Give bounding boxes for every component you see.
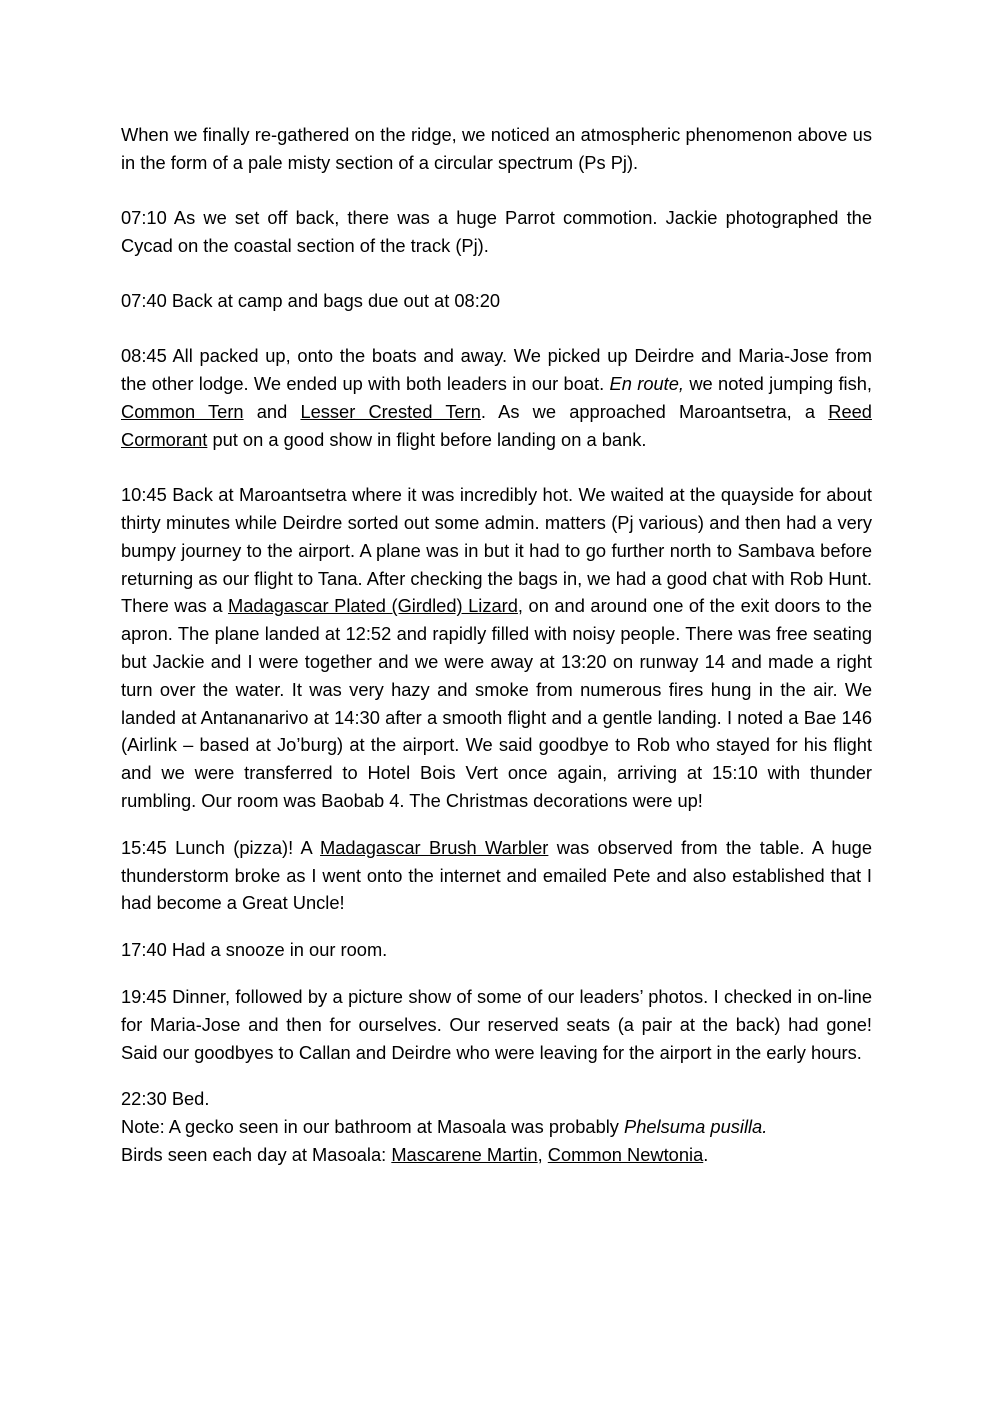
text-segment: 10:45 Back at Maroantsetra where it was incredibly hot. We waited at the quayside for about thirty minutes while Deirdre sorted out some admin. matters (Pj various) and then had a very bumpy journey to the airport. A plane was in but it had to go further north to Sambava before returning as our flight to Tana. After checking the bags in, we had a good chat with Rob Hunt. There was a — [121, 484, 872, 617]
paragraph — [121, 936, 872, 964]
text-segment: put on a good show in flight before landing on a bank. — [207, 428, 647, 450]
text-segment: 07:10 As we set off back, there was a huge Parrot commotion. Jackie photographed the Cycad on the coastal section of the track (Pj). — [121, 207, 872, 256]
species-name: Common Newtonia — [547, 1143, 704, 1165]
text-segment: and — [243, 401, 301, 423]
paragraph — [121, 204, 872, 260]
paragraph — [121, 983, 872, 1066]
species-name: Mascarene Martin — [391, 1143, 538, 1165]
text-segment: Note: A gecko seen in our bathroom at Masoala was probably — [121, 1116, 625, 1138]
paragraph — [121, 481, 872, 815]
italic-text: En route, — [609, 373, 684, 395]
text-segment: Birds seen each day at Masoala: — [121, 1143, 392, 1165]
paragraph — [121, 287, 872, 315]
species-name: Common Tern — [121, 401, 244, 423]
text-segment: . — [703, 1143, 709, 1165]
paragraph — [121, 342, 872, 453]
text-segment: 17:40 Had a snooze in our room. — [121, 939, 388, 961]
paragraph — [121, 834, 872, 917]
text-segment: . As we approached Maroantsetra, a — [480, 401, 829, 423]
species-name: Madagascar Plated (Girdled) Lizard — [228, 595, 518, 617]
text-segment: 07:40 Back at camp and bags due out at 08:20 — [121, 290, 501, 312]
text-segment: , — [537, 1143, 548, 1165]
text-segment: 19:45 Dinner, followed by a picture show of some of our leaders’ photos. I checked in on-line for Maria-Jose and then for ourselves. Our reserved seats (a pair at the back) had gone! Said our goodbyes to Callan and Deirdre who were leaving for the airport in the early hours. — [121, 985, 872, 1063]
italic-text: Phelsuma pusilla. — [624, 1116, 768, 1138]
document-page — [121, 121, 872, 1169]
text-segment: 08:45 All packed up, onto the boats and away. We picked up Deirdre and Maria-Jose from the other lodge. We ended up with both leaders in our boat. — [121, 345, 872, 395]
species-name: Lesser Crested Tern — [300, 401, 481, 423]
paragraph — [121, 1085, 872, 1113]
text-segment: was observed from the table. A huge thunderstorm broke as I went onto the internet and emailed Pete and also established that I had become a Great Uncle! — [121, 836, 872, 914]
text-segment: When we finally re-gathered on the ridge, we noticed an atmospheric phenomenon above us in the form of a pale misty section of a circular spectrum (Ps Pj). — [121, 124, 872, 173]
paragraph — [121, 1141, 872, 1169]
text-segment: we noted jumping fish, — [684, 373, 873, 395]
text-segment: 22:30 Bed. — [121, 1088, 210, 1110]
text-segment: 15:45 Lunch (pizza)! A — [121, 836, 321, 858]
paragraph — [121, 1113, 872, 1141]
species-name: Madagascar Brush Warbler — [320, 836, 549, 858]
paragraph — [121, 121, 872, 177]
text-segment: , on and around one of the exit doors to the apron. The plane landed at 12:52 and rapidly filled with noisy people. There was free seating but Jackie and I were together and we were away at 13:20 on runway 14 and made a right turn over the water. It was very hazy and smoke from numerous fires hung in the air. We landed at Antananarivo at 14:30 after a smooth flight and a gentle landing. I noted a Bae 146 (Airlink – based at Jo’burg) at the airport. We said goodbye to Rob who stayed for his flight and we were transferred to Hotel Bois Vert once again, arriving at 15:10 with thunder rumbling. Our room was Baobab 4. The Christmas decorations were up! — [121, 595, 872, 811]
species-name: Reed Cormorant — [121, 401, 872, 450]
